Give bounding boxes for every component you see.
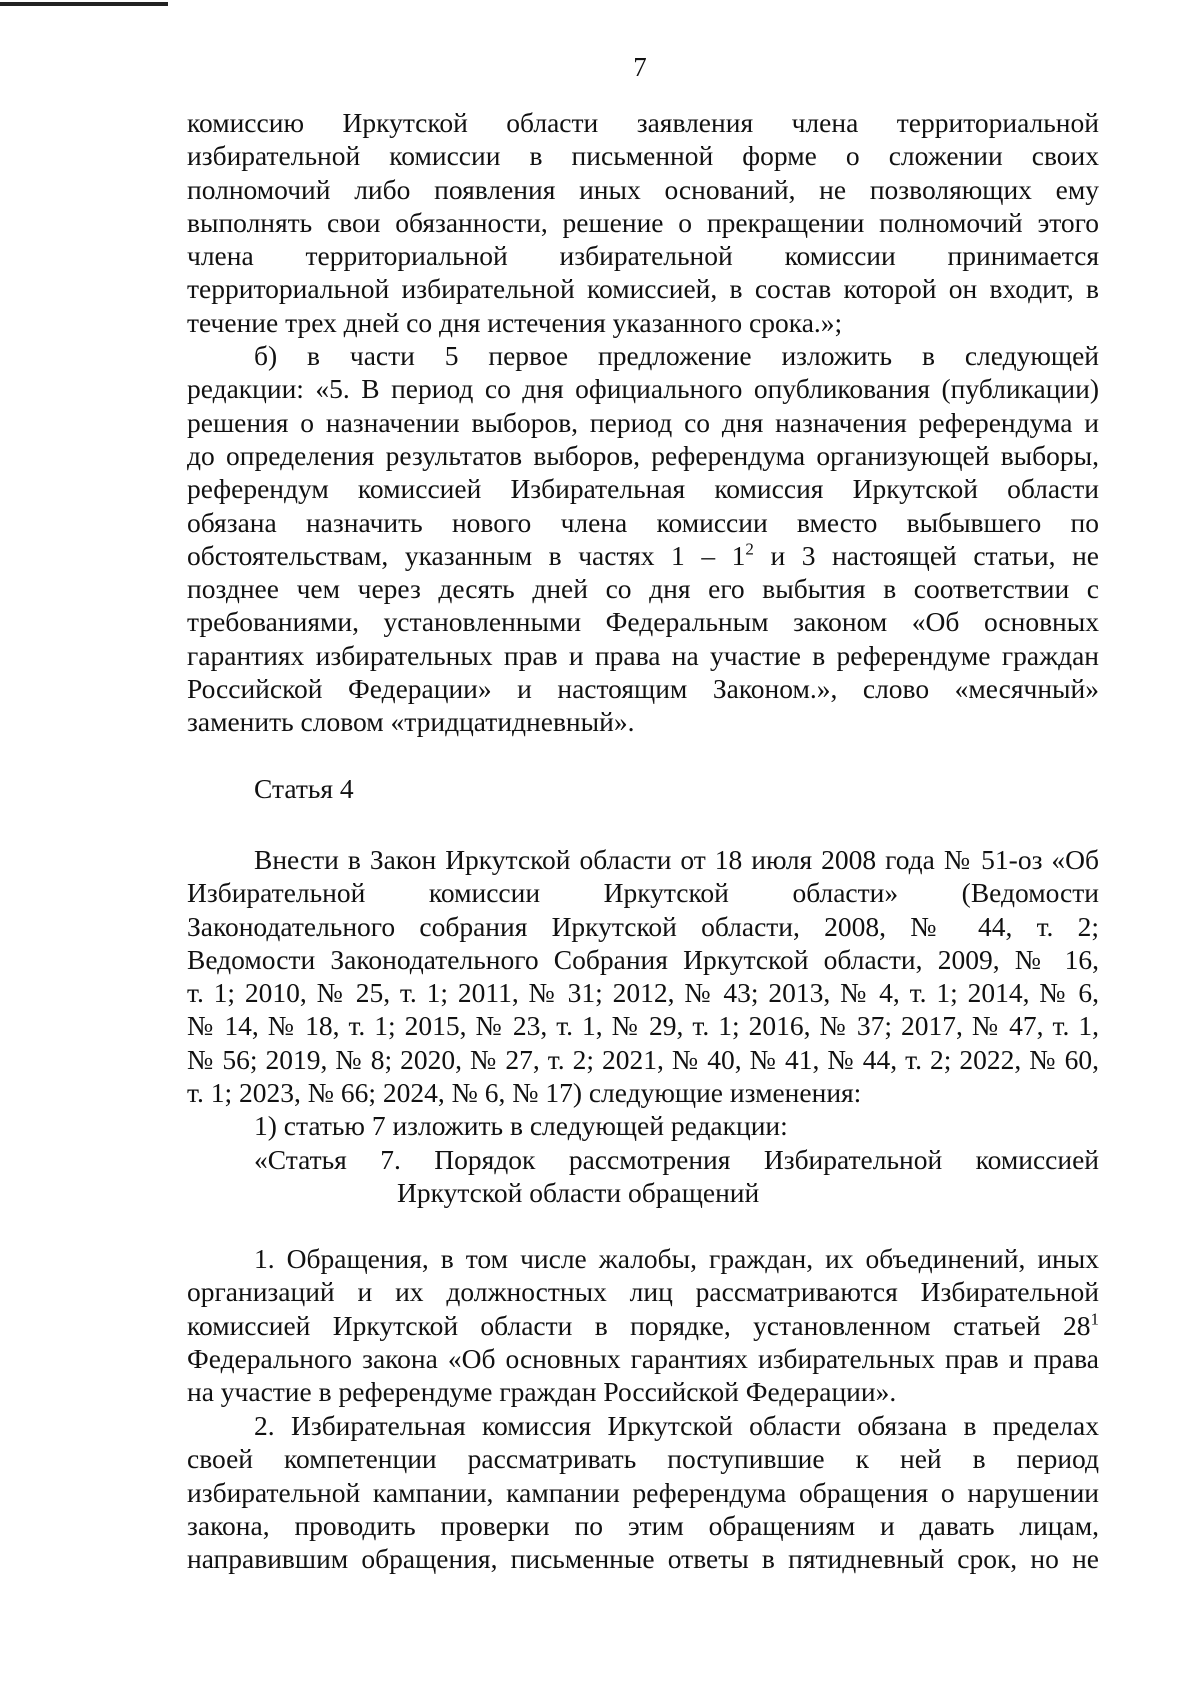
article-heading: Статья 4 <box>254 773 354 804</box>
text-line: т. 1; 2023, № 66; 2024, № 6, № 17) следующие изменения: <box>187 1077 862 1109</box>
page-number: 7 <box>633 52 647 82</box>
text-line: территориальной избирательной комиссией, в состав которой он входит, в <box>187 273 1099 305</box>
superscript: 2 <box>745 539 754 559</box>
text-line: требованиями, установленными Федеральным законом «Об основных <box>187 606 1099 638</box>
text-line: Ведомости Законодательного Собрания Иркутской области, 2009, № 16, <box>187 943 1099 975</box>
article-4-heading-block <box>187 772 1099 805</box>
text-line: члена территориальной избирательной комиссии принимается <box>187 240 1099 272</box>
text-line: 2. Избирательная комиссия Иркутской области обязана в пределах <box>254 1410 1099 1441</box>
text-segment: обстоятельствам, указанным в частях 1 – 1 <box>187 539 746 571</box>
text-line: позднее чем через десять дней со дня его выбытия в соответствии с <box>187 573 1099 605</box>
text-line: избирательной комиссии в письменной форме о сложении своих <box>187 140 1099 172</box>
text-line: редакции: «5. В период со дня официального опубликования (публикации) <box>187 373 1099 405</box>
text-line: Российской Федерации» и настоящим Законом.», слово «месячный» <box>187 673 1099 705</box>
text-line: своей компетенции рассматривать поступившие к ней в период <box>187 1443 1099 1475</box>
text-line-with-superscript <box>187 1309 1099 1342</box>
text-line: № 56; 2019, № 8; 2020, № 27, т. 2; 2021, № 40, № 41, № 44, т. 2; 2022, № 60, <box>187 1043 1099 1075</box>
text-line: Внести в Закон Иркутской области от 18 июля 2008 года № 51-оз «Об <box>254 844 1099 875</box>
text-line-with-superscript <box>187 539 1099 572</box>
text-line: Избирательной комиссии Иркутской области» (Ведомости <box>187 877 1099 909</box>
text-line: избирательной кампании, кампании референдума обращения о нарушении <box>187 1476 1099 1508</box>
text-line: Федерального закона «Об основных гарантиях избирательных прав и права <box>187 1342 1099 1374</box>
text-line: решения о назначении выборов, период со дня назначения референдума и <box>187 406 1099 438</box>
text-line: до определения результатов выборов, референдума организующей выборы, <box>187 439 1099 471</box>
article-4-body <box>187 843 1099 1209</box>
text-line: течение трех дней со дня истечения указанного срока.»; <box>187 306 843 338</box>
article-7-heading: Иркутской области обращений <box>397 1176 760 1208</box>
scan-edge-line <box>0 2 168 6</box>
text-line: 1) статью 7 изложить в следующей редакции: <box>254 1110 788 1142</box>
text-line: референдум комиссией Избирательная комиссия Иркутской области <box>187 473 1099 505</box>
text-line: полномочий либо появления иных оснований, не позволяющих ему <box>187 173 1099 205</box>
text-line: т. 1; 2010, № 25, т. 1; 2011, № 31; 2012, № 43; 2013, № 4, т. 1; 2014, № 6, <box>187 977 1099 1009</box>
main-text-block <box>187 106 1099 739</box>
text-line: № 14, № 18, т. 1; 2015, № 23, т. 1, № 29, т. 1; 2016, № 37; 2017, № 47, т. 1, <box>187 1010 1099 1042</box>
text-line: заменить словом «тридцатидневный». <box>187 706 635 738</box>
article-7-heading: «Статья 7. Порядок рассмотрения Избирательной комиссией <box>254 1143 1099 1175</box>
text-line: на участие в референдуме граждан Российской Федерации». <box>187 1376 897 1408</box>
text-segment: комиссией Иркутской области в порядке, установленном статьей 28 <box>187 1309 1091 1341</box>
text-segment: и 3 настоящей статьи, не <box>753 539 1099 571</box>
superscript: 1 <box>1090 1309 1099 1329</box>
text-line: выполнять свои обязанности, решение о прекращении полномочий этого <box>187 206 1099 238</box>
text-line: организаций и их должностных лиц рассматриваются Избирательной <box>187 1276 1099 1308</box>
text-line: обязана назначить нового члена комиссии вместо выбывшего по <box>187 506 1099 538</box>
point-2-block <box>187 1409 1099 1575</box>
text-line: гарантиях избирательных прав и права на участие в референдуме граждан <box>187 639 1099 671</box>
point-1-block <box>187 1242 1099 1408</box>
text-line: комиссию Иркутской области заявления члена территориальной <box>187 107 1099 138</box>
text-line: закона, проводить проверки по этим обращениям и давать лицам, <box>187 1509 1099 1541</box>
text-line: направившим обращения, письменные ответы в пятидневный срок, но не <box>187 1543 1099 1575</box>
text-line: б) в части 5 первое предложение изложить в следующей <box>254 340 1099 372</box>
text-line: 1. Обращения, в том числе жалобы, граждан, их объединений, иных <box>254 1243 1099 1274</box>
text-line: Законодательного собрания Иркутской области, 2008, № 44, т. 2; <box>187 910 1099 942</box>
